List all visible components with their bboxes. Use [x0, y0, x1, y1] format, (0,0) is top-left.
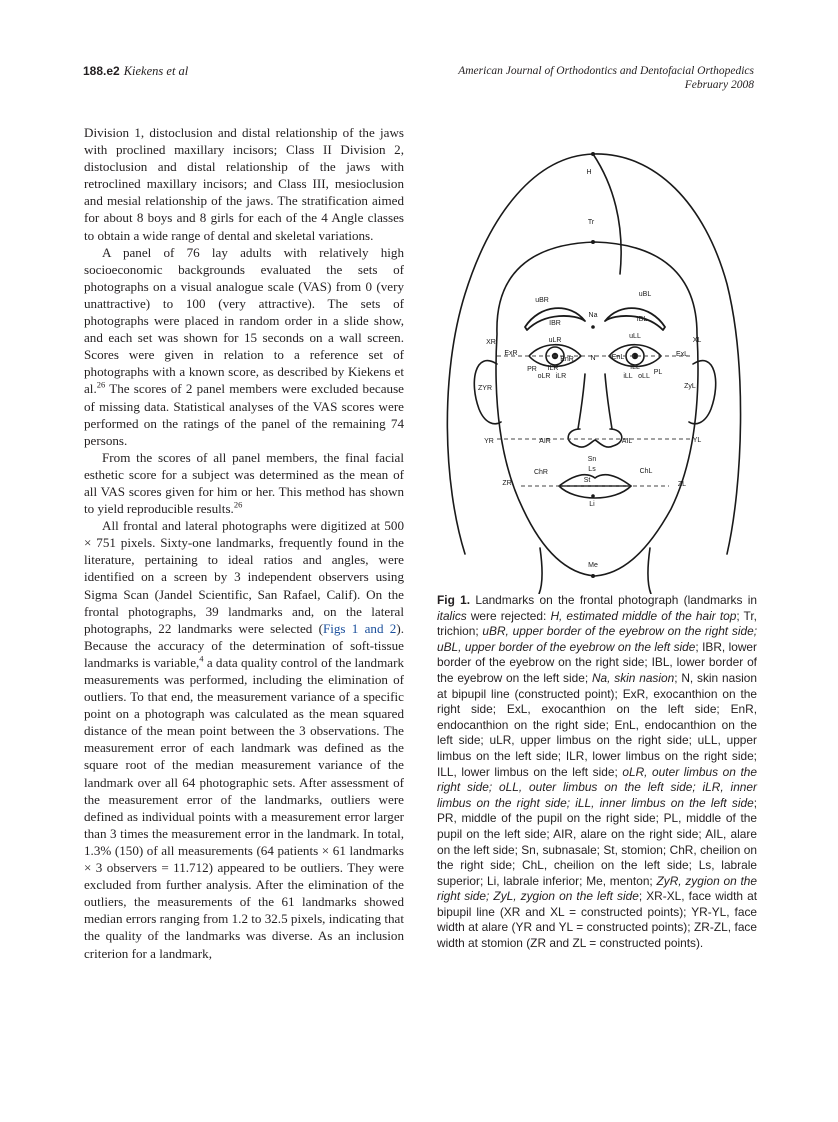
landmark-label: ChL	[639, 468, 653, 475]
landmark-label: Na	[588, 312, 598, 319]
landmark-label: Ls	[588, 466, 596, 473]
landmark-label: ZyL	[684, 383, 696, 390]
caption-segment: ; IBR, lower border of the eyebrow on the right side; IBL, lower border of the eyebrow on the left side;	[437, 639, 757, 685]
figure-label: Fig 1.	[437, 593, 471, 607]
caption-segment: Na, skin nasion	[591, 670, 675, 685]
landmark-label: iLL	[623, 373, 633, 380]
landmark-label: Tr	[587, 219, 595, 226]
citation[interactable]: 26	[96, 380, 106, 391]
running-header-right	[458, 64, 754, 92]
landmark-label: YR	[484, 438, 494, 445]
neck	[539, 548, 651, 594]
landmark-label: ZR	[502, 480, 512, 487]
eyebrow-left	[605, 308, 665, 330]
hair-outline	[447, 154, 740, 554]
landmark-label: ILR	[547, 365, 559, 372]
landmark-label: Li	[589, 501, 595, 508]
frontal-face-landmark-figure	[435, 124, 755, 594]
landmark-label: uLL	[629, 333, 641, 340]
landmark-label: H	[586, 169, 592, 176]
landmark-label: XR	[486, 339, 496, 346]
page-number: 188.e2	[83, 64, 120, 78]
paragraph: All frontal and lateral photographs were digitized at 500 × 751 pixels. Sixty-one landmarks, frequently found in the literature, pertaining to ideal ratios and angles, were identified on a screen by 3 independent observers using Sigma Scan (Jandel Scientific, San Rafael, Calif). On the frontal photographs, 39 landmarks and, on the lateral photographs, 22 landmarks were selected (Figs 1 and 2). Because the accuracy of the determination of soft-tissue landmarks is variable,$^4$ a data quality control of the landmark measurements was performed, including the elimination of outliers. To that end, the measurement variance of a specific point on a photograph was calculated as the mean squared distance of the mean point between the 3 observations. The measurement error of each landmark was defined as the square root of the median measurement variance of the landmark over all 64 photographic sets. After assessment of the measurement error of the landmarks, outliers were defined as individual points with a measurement error larger than 3 times the measurement error in the landmark. In total, 1.3% (150) of all measurements (64 patients × 61 landmarks × 3 observers = 11.712) appeared to be outliers. They were excluded from further analysis. After the elimination of the outliers, the measurements of the 61 landmarks showed median errors ranging from 1.2 to 32.5 pixels, indicating that the quality of the landmarks was diverse. As an inclusion criterion for a landmark,	[84, 518, 404, 961]
landmark-label: AIR	[539, 438, 551, 445]
landmark-label: IBL	[636, 316, 648, 323]
landmark-label: IBR	[549, 320, 561, 327]
running-header-left	[83, 64, 188, 79]
caption-segment: oLR, outer limbus on the right side; oLL, outer limbus on the left side; iLR, inner limbus on the right side; iLL, inner limbus on the left side	[437, 764, 757, 810]
figure-caption	[437, 593, 757, 952]
landmark-label: oLL	[638, 373, 650, 380]
landmark-label: ZL	[677, 481, 687, 488]
caption-segment: were rejected:	[466, 608, 551, 623]
landmark-label: Sn	[587, 456, 597, 463]
landmark-label: oLR	[537, 373, 551, 380]
hair-part	[593, 154, 621, 274]
caption-segment: italics	[437, 608, 467, 623]
landmark-label: Me	[588, 562, 598, 569]
landmark-label: EnL	[611, 354, 625, 361]
landmark-label: St	[583, 477, 591, 484]
caption-segment: uBR, upper border of the eyebrow on the right side; uBL, upper border of the eyebrow on the left side	[437, 624, 757, 654]
citation[interactable]: 26	[233, 499, 243, 510]
caption-segment: ; N, skin nasion at bipupil line (constructed point); ExR, exocanthion on the right side; ExL, exocanthion on the left side; EnR, endocanthion on the right side; EnL, endocanthion on the left side; uLR, upper limbus on the right side; uLL, upper limbus on the left side; ILR, lower limbus on the right side; ILL, lower limbus on the left side;	[437, 670, 758, 779]
landmark-label: PL	[653, 369, 663, 376]
nose-bridge	[578, 374, 612, 429]
nose	[568, 429, 622, 447]
paragraph: A panel of 76 lay adults with relatively high socioeconomic backgrounds evaluated the sets of photographs on a visual analogue scale (VAS) from 0 (very unattractive) to 100 (very attractive). The sets of photographs were placed in random order in a slide show, and each set was shown for 15 seconds on a wall screen. Scores were given in relation to a reference set of photographs with a known score, as described by Kiekens et al.$^{26}$ The scores of 2 panel members were excluded because of missing data. Statistical analyses of the VAS scores were performed on the ratings of the panel of the remaining 74 persons.	[84, 244, 404, 448]
landmark-label: uLR	[548, 337, 562, 344]
landmark-label: ExL	[675, 351, 689, 358]
running-authors: Kiekens et al	[123, 64, 189, 78]
journal-title: American Journal of Orthodontics and Dentofacial Orthopedics	[458, 65, 754, 77]
caption-segment: ZyR, zygion on the right side; ZyL, zygion on the left side	[437, 873, 757, 904]
figure-reference-link[interactable]: Figs 1 and 2	[322, 620, 397, 636]
landmark-label: ChR	[533, 469, 549, 476]
landmark-label: ILL	[630, 364, 640, 371]
paragraph: Division 1, distoclusion and distal relationship of the jaws with proclined maxillary incisors; Class II Division 2, distoclusion and distal relationship of the jaws with retroclined maxillary incisors; and Class III, mesioclusion and mesial relationship of the jaws. The stratification aimed for about 8 boys and 8 girls for each of the 4 Angle classes to obtain a wide range of dental and skeletal variations.	[84, 125, 404, 243]
ear-left	[689, 361, 716, 424]
body-text-column	[84, 124, 404, 962]
landmark-label: ExR	[504, 350, 518, 357]
landmark-label: XL	[692, 337, 702, 344]
landmark-label: EnR	[560, 356, 574, 363]
landmark-label: ZYR	[478, 385, 492, 392]
caption-segment: Landmarks on the frontal photograph (landmarks in	[470, 593, 757, 607]
landmark-label: N	[590, 355, 596, 362]
issue-date: February 2008	[684, 79, 754, 91]
caption-segment: ; PR, middle of the pupil on the right side; PL, middle of the pupil on the left side; AIR, alare on the right side; AIL, alare on the left side; Sn, subnasale; St, stomion; ChR, cheilion on the right side; ChL, cheilion on the left side; Ls, labrale superior; Li, labrale inferior; Me, menton;	[437, 795, 757, 888]
caption-segment: ; XR-XL, face width at bipupil line (XR and XL = constructed points); YR-YL, face width at alare (YR and YL = constructed points); ZR-ZL, face width at stomion (ZR and ZL = constructed points).	[437, 889, 757, 951]
landmark-label: PR	[527, 366, 537, 373]
landmark-label: AIL	[621, 438, 633, 445]
caption-segment: H, estimated middle of the hair top	[550, 608, 737, 623]
caption-segment: ; Tr, trichion;	[437, 608, 757, 639]
landmark-label: YL	[692, 437, 702, 444]
face-outline	[496, 242, 698, 576]
landmark-label: uBL	[638, 291, 652, 298]
citation[interactable]: 4	[199, 653, 204, 664]
landmark-label: uBR	[535, 297, 549, 304]
landmark-label: iLR	[555, 373, 567, 380]
paragraph: From the scores of all panel members, the final facial esthetic score for a subject was determined as the mean of all VAS scores given for him or her. This method has shown to yield reproducible results.$^{26}$	[84, 449, 404, 517]
